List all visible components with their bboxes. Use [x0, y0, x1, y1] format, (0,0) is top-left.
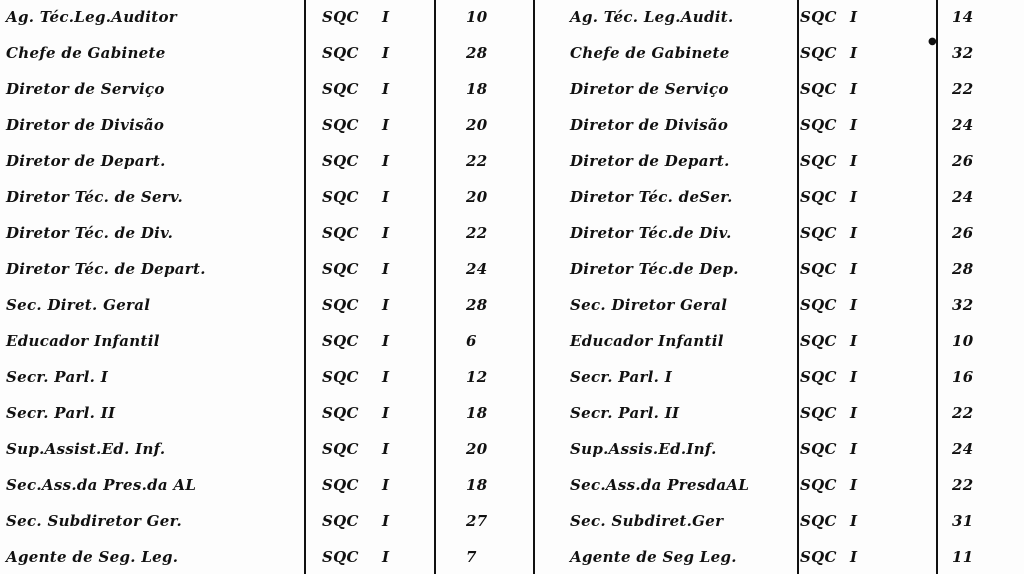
left-points: 27	[466, 512, 488, 530]
right-points: 32	[952, 296, 974, 314]
left-level: I	[382, 224, 390, 242]
table-row	[0, 504, 1024, 536]
right-level: I	[850, 404, 858, 422]
right-title: Educador Infantil	[570, 332, 724, 350]
right-level: I	[850, 116, 858, 134]
table-row	[0, 396, 1024, 428]
right-points: 24	[952, 440, 974, 458]
right-points: 22	[952, 476, 974, 494]
right-title: Chefe de Gabinete	[570, 44, 730, 62]
left-title: Sec. Subdiretor Ger.	[6, 512, 182, 530]
left-points: 20	[466, 188, 488, 206]
right-level: I	[850, 224, 858, 242]
left-group: SQC	[322, 188, 359, 206]
right-points: 10	[952, 332, 974, 350]
left-title: Agente de Seg. Leg.	[6, 548, 179, 566]
left-group: SQC	[322, 116, 359, 134]
right-level: I	[850, 368, 858, 386]
left-group: SQC	[322, 80, 359, 98]
right-title: Sec. Subdiret.Ger	[570, 512, 724, 530]
left-level: I	[382, 80, 390, 98]
right-title: Diretor de Serviço	[570, 80, 729, 98]
right-title: Secr. Parl. II	[570, 404, 680, 422]
left-group: SQC	[322, 440, 359, 458]
right-points: 22	[952, 404, 974, 422]
left-points: 10	[466, 8, 488, 26]
right-group: SQC	[800, 8, 837, 26]
left-points: 28	[466, 44, 488, 62]
right-points: 24	[952, 116, 974, 134]
right-group: SQC	[800, 224, 837, 242]
left-points: 12	[466, 368, 488, 386]
left-title: Secr. Parl. II	[6, 404, 116, 422]
right-level: I	[850, 152, 858, 170]
table-row	[0, 360, 1024, 392]
right-group: SQC	[800, 404, 837, 422]
right-title: Ag. Téc. Leg.Audit.	[570, 8, 734, 26]
left-level: I	[382, 260, 390, 278]
left-level: I	[382, 440, 390, 458]
right-level: I	[850, 548, 858, 566]
left-level: I	[382, 332, 390, 350]
right-points: 11	[952, 548, 974, 566]
right-level: I	[850, 512, 858, 530]
left-points: 18	[466, 476, 488, 494]
table-row	[0, 180, 1024, 212]
right-title: Sec. Diretor Geral	[570, 296, 728, 314]
left-group: SQC	[322, 260, 359, 278]
right-group: SQC	[800, 80, 837, 98]
left-title: Diretor Téc. de Serv.	[6, 188, 184, 206]
left-group: SQC	[322, 404, 359, 422]
right-level: I	[850, 188, 858, 206]
right-points: 26	[952, 152, 974, 170]
table-row	[0, 144, 1024, 176]
ink-speck: ●	[928, 36, 937, 47]
left-group: SQC	[322, 296, 359, 314]
right-group: SQC	[800, 296, 837, 314]
left-points: 28	[466, 296, 488, 314]
right-level: I	[850, 476, 858, 494]
right-group: SQC	[800, 332, 837, 350]
left-level: I	[382, 116, 390, 134]
right-points: 26	[952, 224, 974, 242]
right-title: Secr. Parl. I	[570, 368, 673, 386]
left-level: I	[382, 296, 390, 314]
left-title: Sec. Diret. Geral	[6, 296, 151, 314]
left-title: Diretor de Depart.	[6, 152, 166, 170]
right-title: Diretor de Divisão	[570, 116, 729, 134]
left-title: Sec.Ass.da Pres.da AL	[6, 476, 197, 494]
left-title: Secr. Parl. I	[6, 368, 109, 386]
left-points: 18	[466, 404, 488, 422]
right-points: 16	[952, 368, 974, 386]
left-title: Ag. Téc.Leg.Auditor	[6, 8, 177, 26]
table-row	[0, 288, 1024, 320]
left-level: I	[382, 404, 390, 422]
right-title: Diretor Téc.de Dep.	[570, 260, 739, 278]
right-title: Diretor Téc.de Div.	[570, 224, 732, 242]
right-points: 28	[952, 260, 974, 278]
right-level: I	[850, 260, 858, 278]
right-title: Agente de Seg Leg.	[570, 548, 737, 566]
right-title: Sec.Ass.da PresdaAL	[570, 476, 750, 494]
right-group: SQC	[800, 260, 837, 278]
left-level: I	[382, 152, 390, 170]
right-points: 14	[952, 8, 974, 26]
left-level: I	[382, 548, 390, 566]
right-points: 24	[952, 188, 974, 206]
left-group: SQC	[322, 368, 359, 386]
table-row	[0, 72, 1024, 104]
right-level: I	[850, 332, 858, 350]
table-row	[0, 252, 1024, 284]
table-row	[0, 36, 1024, 68]
table-row	[0, 432, 1024, 464]
right-points: 31	[952, 512, 974, 530]
left-points: 22	[466, 224, 488, 242]
left-title: Chefe de Gabinete	[6, 44, 166, 62]
right-group: SQC	[800, 368, 837, 386]
right-points: 22	[952, 80, 974, 98]
left-level: I	[382, 476, 390, 494]
left-title: Educador Infantil	[6, 332, 160, 350]
table-row	[0, 468, 1024, 500]
left-group: SQC	[322, 152, 359, 170]
right-group: SQC	[800, 476, 837, 494]
right-title: Sup.Assis.Ed.Inf.	[570, 440, 717, 458]
table-row	[0, 540, 1024, 572]
left-title: Diretor de Divisão	[6, 116, 165, 134]
right-group: SQC	[800, 512, 837, 530]
left-group: SQC	[322, 512, 359, 530]
right-points: 32	[952, 44, 974, 62]
table-row	[0, 324, 1024, 356]
table-row	[0, 108, 1024, 140]
right-group: SQC	[800, 188, 837, 206]
table-row	[0, 0, 1024, 32]
left-level: I	[382, 512, 390, 530]
left-group: SQC	[322, 44, 359, 62]
right-level: I	[850, 440, 858, 458]
left-level: I	[382, 8, 390, 26]
left-points: 6	[466, 332, 477, 350]
right-group: SQC	[800, 44, 837, 62]
right-level: I	[850, 8, 858, 26]
left-points: 22	[466, 152, 488, 170]
left-group: SQC	[322, 8, 359, 26]
left-level: I	[382, 44, 390, 62]
left-level: I	[382, 188, 390, 206]
table-row	[0, 216, 1024, 248]
left-group: SQC	[322, 332, 359, 350]
left-points: 20	[466, 116, 488, 134]
left-points: 18	[466, 80, 488, 98]
right-group: SQC	[800, 116, 837, 134]
right-title: Diretor Téc. deSer.	[570, 188, 733, 206]
left-points: 20	[466, 440, 488, 458]
right-level: I	[850, 296, 858, 314]
left-group: SQC	[322, 224, 359, 242]
right-group: SQC	[800, 152, 837, 170]
left-title: Diretor Téc. de Depart.	[6, 260, 206, 278]
left-title: Diretor de Serviço	[6, 80, 165, 98]
right-group: SQC	[800, 440, 837, 458]
left-group: SQC	[322, 548, 359, 566]
left-points: 24	[466, 260, 488, 278]
left-title: Diretor Téc. de Div.	[6, 224, 174, 242]
left-level: I	[382, 368, 390, 386]
right-level: I	[850, 80, 858, 98]
left-points: 7	[466, 548, 477, 566]
right-title: Diretor de Depart.	[570, 152, 730, 170]
left-title: Sup.Assist.Ed. Inf.	[6, 440, 166, 458]
left-group: SQC	[322, 476, 359, 494]
right-group: SQC	[800, 548, 837, 566]
right-level: I	[850, 44, 858, 62]
